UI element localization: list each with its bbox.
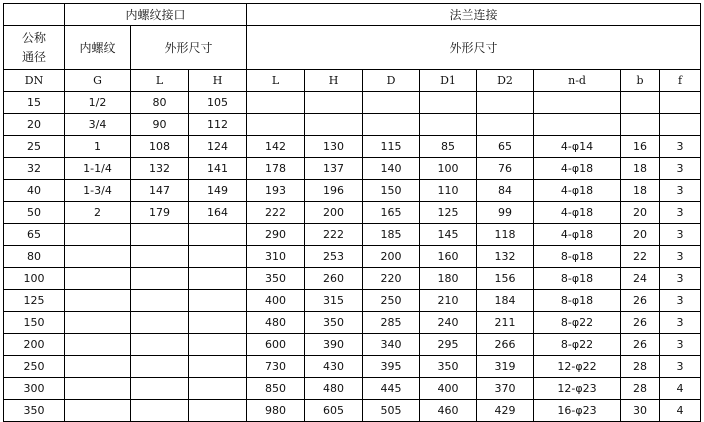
- table-cell: 3: [660, 180, 701, 202]
- inner-thread-header: 内螺纹: [65, 26, 131, 70]
- table-row: [4, 136, 701, 158]
- table-cell: [131, 334, 189, 356]
- table-cell: 350: [247, 268, 305, 290]
- table-row: [4, 312, 701, 334]
- table-cell: [363, 114, 420, 136]
- table-cell: 178: [247, 158, 305, 180]
- table-cell: 8-φ18: [534, 246, 621, 268]
- table-cell: [65, 334, 131, 356]
- table-cell: 90: [131, 114, 189, 136]
- table-cell: [247, 92, 305, 114]
- table-cell: 30: [621, 400, 660, 422]
- column-header: D: [363, 70, 420, 92]
- table-cell: 430: [305, 356, 363, 378]
- table-cell: 100: [420, 158, 477, 180]
- table-cell: 3: [660, 136, 701, 158]
- table-cell: 253: [305, 246, 363, 268]
- table-cell: 3: [660, 202, 701, 224]
- table-cell: [189, 356, 247, 378]
- table-cell: 1: [65, 136, 131, 158]
- column-header: b: [621, 70, 660, 92]
- table-cell: [621, 114, 660, 136]
- table-cell: 130: [305, 136, 363, 158]
- table-cell: 110: [420, 180, 477, 202]
- table-cell: 160: [420, 246, 477, 268]
- table-cell: [65, 224, 131, 246]
- table-cell: 3: [660, 158, 701, 180]
- table-cell: 185: [363, 224, 420, 246]
- table-cell: 222: [305, 224, 363, 246]
- table-cell: [189, 246, 247, 268]
- table-row: [4, 290, 701, 312]
- header-row-groups: [4, 4, 701, 26]
- table-cell: 315: [305, 290, 363, 312]
- table-cell: 132: [131, 158, 189, 180]
- table-cell: 15: [4, 92, 65, 114]
- table-cell: 150: [4, 312, 65, 334]
- table-cell: 25: [4, 136, 65, 158]
- table-cell: 108: [131, 136, 189, 158]
- table-cell: 20: [621, 224, 660, 246]
- table-cell: [131, 224, 189, 246]
- table-cell: [189, 334, 247, 356]
- table-cell: 980: [247, 400, 305, 422]
- table-cell: 85: [420, 136, 477, 158]
- table-cell: 26: [621, 312, 660, 334]
- table-cell: 149: [189, 180, 247, 202]
- table-cell: 210: [420, 290, 477, 312]
- column-header: f: [660, 70, 701, 92]
- table-cell: 3: [660, 268, 701, 290]
- table-cell: 164: [189, 202, 247, 224]
- table-cell: [477, 92, 534, 114]
- table-cell: 18: [621, 180, 660, 202]
- table-cell: 200: [4, 334, 65, 356]
- table-cell: [189, 312, 247, 334]
- table-cell: 295: [420, 334, 477, 356]
- table-cell: [189, 224, 247, 246]
- table-cell: 3: [660, 290, 701, 312]
- table-cell: 285: [363, 312, 420, 334]
- table-cell: 28: [621, 356, 660, 378]
- table-cell: [534, 92, 621, 114]
- table-cell: 65: [477, 136, 534, 158]
- table-cell: 193: [247, 180, 305, 202]
- table-cell: [65, 400, 131, 422]
- table-cell: 460: [420, 400, 477, 422]
- table-cell: 429: [477, 400, 534, 422]
- table-cell: 65: [4, 224, 65, 246]
- table-cell: 1-1/4: [65, 158, 131, 180]
- table-cell: 76: [477, 158, 534, 180]
- table-cell: 400: [247, 290, 305, 312]
- table-cell: [305, 114, 363, 136]
- header-row-columns: [4, 70, 701, 92]
- table-cell: [131, 378, 189, 400]
- table-cell: 105: [189, 92, 247, 114]
- table-cell: 220: [363, 268, 420, 290]
- table-cell: 184: [477, 290, 534, 312]
- table-cell: 80: [4, 246, 65, 268]
- table-cell: 18: [621, 158, 660, 180]
- table-cell: 100: [4, 268, 65, 290]
- table-cell: 115: [363, 136, 420, 158]
- table-cell: [131, 246, 189, 268]
- table-cell: 850: [247, 378, 305, 400]
- table-cell: 3: [660, 224, 701, 246]
- table-cell: 600: [247, 334, 305, 356]
- table-cell: 140: [363, 158, 420, 180]
- table-cell: 22: [621, 246, 660, 268]
- table-cell: 395: [363, 356, 420, 378]
- column-header: H: [305, 70, 363, 92]
- table-cell: 4-φ18: [534, 224, 621, 246]
- table-cell: [131, 356, 189, 378]
- table-row: [4, 224, 701, 246]
- nominal-diameter-header: [4, 26, 65, 70]
- group-header-flange: 法兰连接: [247, 4, 701, 26]
- column-header: D1: [420, 70, 477, 92]
- table-cell: [420, 114, 477, 136]
- table-cell: 141: [189, 158, 247, 180]
- table-cell: 16-φ23: [534, 400, 621, 422]
- column-header: n-d: [534, 70, 621, 92]
- table-cell: 125: [420, 202, 477, 224]
- group-header-thread: 内螺纹接口: [65, 4, 247, 26]
- table-cell: [189, 268, 247, 290]
- table-cell: [131, 290, 189, 312]
- table-cell: 730: [247, 356, 305, 378]
- column-header: G: [65, 70, 131, 92]
- table-cell: [131, 400, 189, 422]
- table-cell: [660, 114, 701, 136]
- table-cell: 132: [477, 246, 534, 268]
- table-cell: 390: [305, 334, 363, 356]
- table-cell: [189, 290, 247, 312]
- table-cell: 3: [660, 334, 701, 356]
- table-cell: [189, 400, 247, 422]
- table-cell: 350: [305, 312, 363, 334]
- column-header: L: [247, 70, 305, 92]
- table-cell: 156: [477, 268, 534, 290]
- table-cell: 340: [363, 334, 420, 356]
- table-cell: [65, 356, 131, 378]
- table-cell: 28: [621, 378, 660, 400]
- header-row-subgroups: [4, 26, 701, 70]
- table-cell: 84: [477, 180, 534, 202]
- table-cell: 112: [189, 114, 247, 136]
- table-cell: 250: [4, 356, 65, 378]
- table-cell: 350: [4, 400, 65, 422]
- table-cell: 12-φ23: [534, 378, 621, 400]
- table-cell: 12-φ22: [534, 356, 621, 378]
- table-cell: 350: [420, 356, 477, 378]
- table-cell: [65, 268, 131, 290]
- table-cell: 142: [247, 136, 305, 158]
- table-cell: 3/4: [65, 114, 131, 136]
- table-row: [4, 180, 701, 202]
- table-cell: 26: [621, 290, 660, 312]
- table-cell: 50: [4, 202, 65, 224]
- column-header: H: [189, 70, 247, 92]
- nominal-line2: 通径: [21, 49, 46, 64]
- table-cell: 480: [305, 378, 363, 400]
- table-cell: 145: [420, 224, 477, 246]
- table-cell: 2: [65, 202, 131, 224]
- table-cell: 200: [305, 202, 363, 224]
- table-cell: 1-3/4: [65, 180, 131, 202]
- table-row: [4, 158, 701, 180]
- table-cell: 196: [305, 180, 363, 202]
- table-cell: [247, 114, 305, 136]
- table-row: [4, 378, 701, 400]
- table-cell: 505: [363, 400, 420, 422]
- table-cell: 370: [477, 378, 534, 400]
- table-cell: 125: [4, 290, 65, 312]
- table-cell: 16: [621, 136, 660, 158]
- table-row: [4, 114, 701, 136]
- table-cell: [131, 312, 189, 334]
- thread-dimensions-header: 外形尺寸: [131, 26, 247, 70]
- table-cell: 4-φ18: [534, 180, 621, 202]
- table-cell: 179: [131, 202, 189, 224]
- table-row: [4, 356, 701, 378]
- table-cell: 480: [247, 312, 305, 334]
- table-cell: [189, 378, 247, 400]
- table-cell: 4-φ14: [534, 136, 621, 158]
- table-cell: 3: [660, 312, 701, 334]
- table-cell: 137: [305, 158, 363, 180]
- table-cell: 3: [660, 356, 701, 378]
- table-cell: 165: [363, 202, 420, 224]
- table-cell: 266: [477, 334, 534, 356]
- table-cell: 26: [621, 334, 660, 356]
- table-cell: [65, 312, 131, 334]
- table-cell: 8-φ18: [534, 290, 621, 312]
- table-cell: 250: [363, 290, 420, 312]
- table-cell: 118: [477, 224, 534, 246]
- table-cell: 8-φ22: [534, 334, 621, 356]
- table-cell: 4-φ18: [534, 202, 621, 224]
- column-header: DN: [4, 70, 65, 92]
- header-corner-cell: [4, 4, 65, 26]
- table-cell: 99: [477, 202, 534, 224]
- table-cell: 319: [477, 356, 534, 378]
- table-cell: 4: [660, 378, 701, 400]
- table-cell: 260: [305, 268, 363, 290]
- column-header: D2: [477, 70, 534, 92]
- flange-dimensions-header: 外形尺寸: [247, 26, 701, 70]
- table-cell: 4-φ18: [534, 158, 621, 180]
- table-cell: 3: [660, 246, 701, 268]
- table-cell: 200: [363, 246, 420, 268]
- table-cell: [363, 92, 420, 114]
- table-cell: 147: [131, 180, 189, 202]
- table-cell: 240: [420, 312, 477, 334]
- table-row: [4, 202, 701, 224]
- table-cell: 400: [420, 378, 477, 400]
- table-cell: 1/2: [65, 92, 131, 114]
- table-cell: 605: [305, 400, 363, 422]
- table-cell: 222: [247, 202, 305, 224]
- table-cell: 24: [621, 268, 660, 290]
- table-cell: [65, 290, 131, 312]
- column-header: L: [131, 70, 189, 92]
- table-cell: [65, 246, 131, 268]
- table-cell: 20: [4, 114, 65, 136]
- table-cell: [420, 92, 477, 114]
- table-cell: [305, 92, 363, 114]
- table-cell: [660, 92, 701, 114]
- table-row: [4, 268, 701, 290]
- table-cell: 290: [247, 224, 305, 246]
- table-row: [4, 92, 701, 114]
- spec-table: [3, 3, 701, 422]
- table-cell: 4: [660, 400, 701, 422]
- table-cell: 445: [363, 378, 420, 400]
- table-cell: [131, 268, 189, 290]
- table-cell: 150: [363, 180, 420, 202]
- table-cell: 40: [4, 180, 65, 202]
- table-cell: 300: [4, 378, 65, 400]
- table-cell: 20: [621, 202, 660, 224]
- table-row: [4, 400, 701, 422]
- table-cell: 8-φ18: [534, 268, 621, 290]
- table-row: [4, 246, 701, 268]
- table-cell: [65, 378, 131, 400]
- table-cell: [621, 92, 660, 114]
- table-cell: [534, 114, 621, 136]
- table-cell: 310: [247, 246, 305, 268]
- table-cell: 80: [131, 92, 189, 114]
- table-cell: 211: [477, 312, 534, 334]
- table-cell: 8-φ22: [534, 312, 621, 334]
- table-cell: 32: [4, 158, 65, 180]
- table-cell: 124: [189, 136, 247, 158]
- table-row: [4, 334, 701, 356]
- nominal-line1: 公称: [21, 30, 46, 45]
- table-cell: [477, 114, 534, 136]
- table-cell: 180: [420, 268, 477, 290]
